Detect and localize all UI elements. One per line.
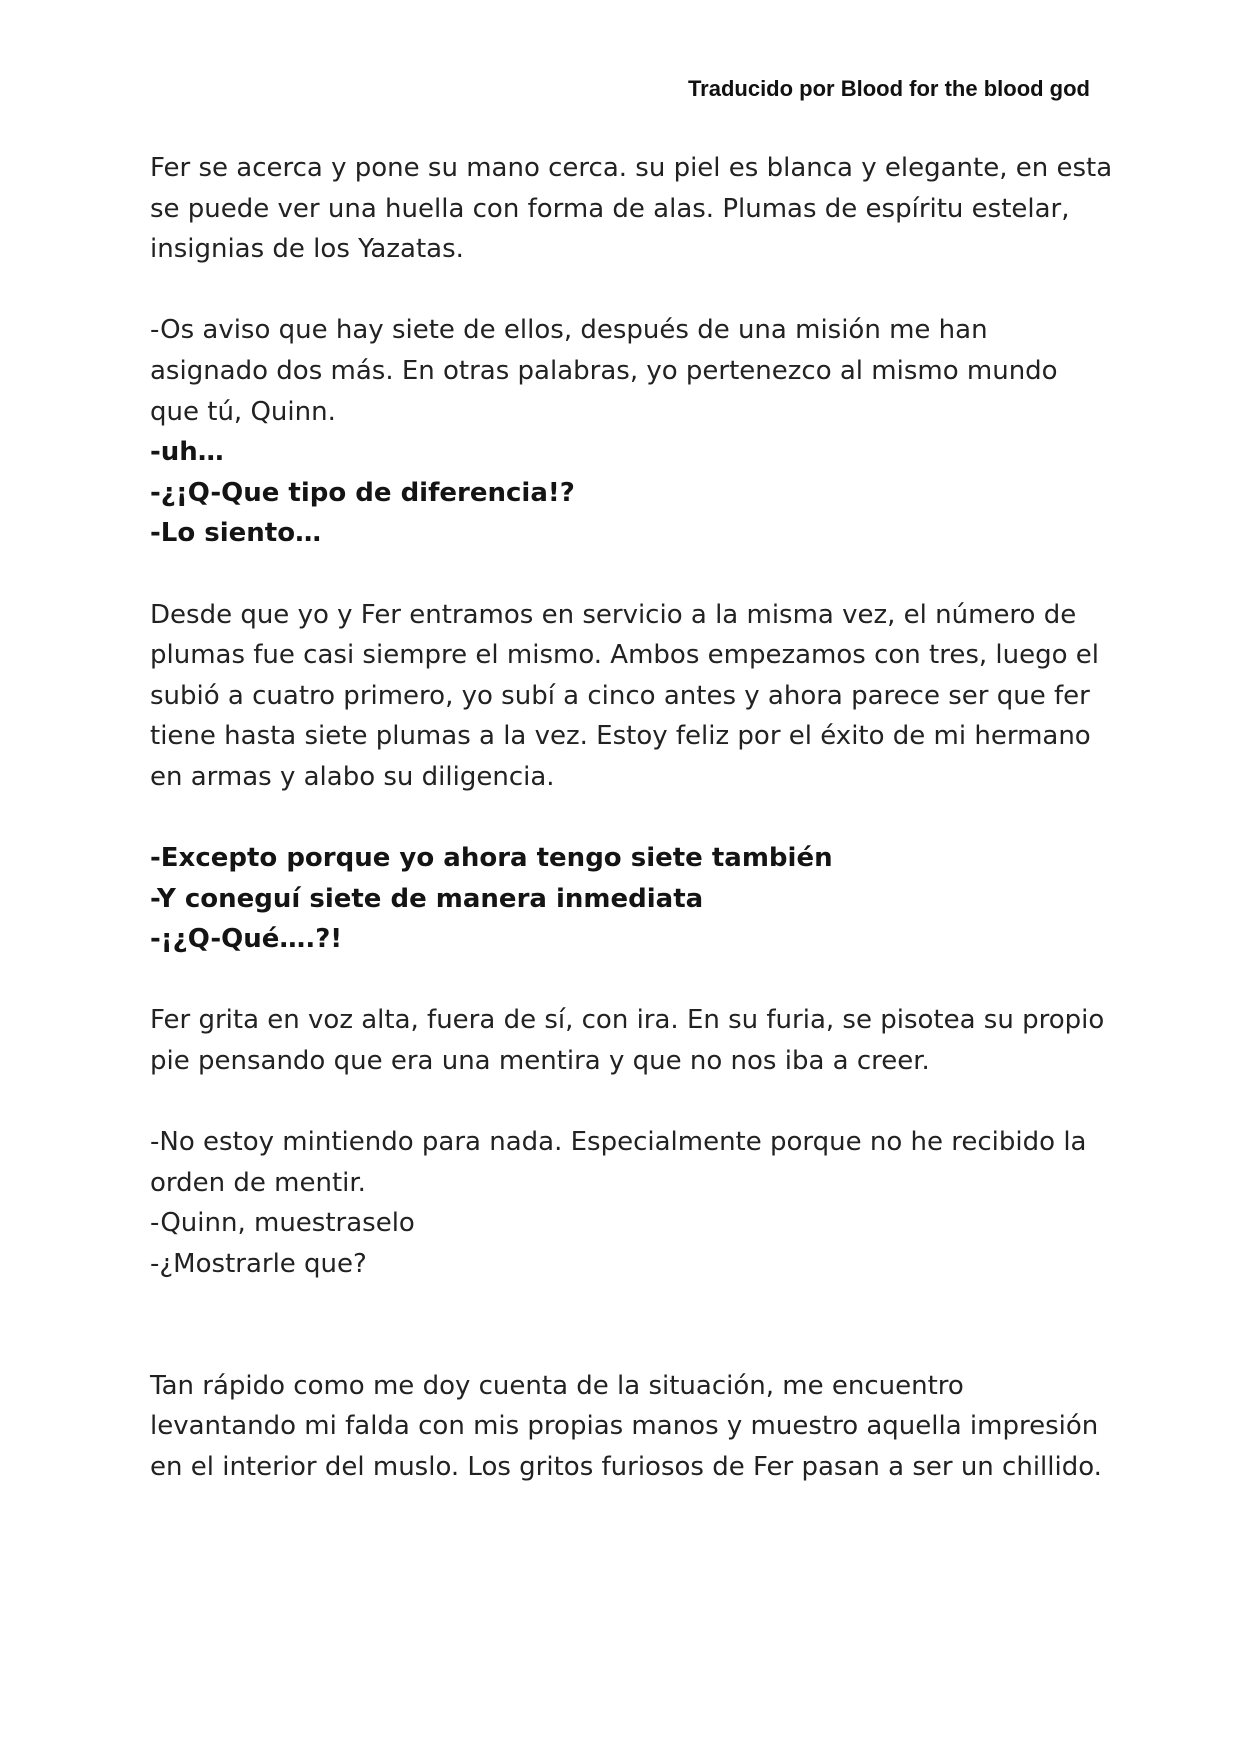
text-line: Desde que yo y Fer entramos en servicio a la misma vez, el número de bbox=[150, 599, 1077, 630]
text-line: tiene hasta siete plumas a la vez. Estoy feliz por el éxito de mi hermano bbox=[150, 721, 1091, 752]
dialogue-line-bold: -Excepto porque yo ahora tengo siete también bbox=[150, 843, 833, 874]
text-line: subió a cuatro primero, yo subí a cinco antes y ahora parece ser que fer bbox=[150, 680, 1090, 711]
story-body bbox=[150, 148, 1113, 1487]
text-line: orden de mentir. bbox=[150, 1167, 366, 1198]
paragraph-5 bbox=[150, 1000, 1105, 1081]
paragraph-1 bbox=[150, 148, 1113, 270]
paragraph-3 bbox=[150, 595, 1100, 798]
text-line: -Os aviso que hay siete de ellos, después de una misión me han bbox=[150, 315, 988, 346]
translator-credit: Traducido por Blood for the blood god bbox=[687, 76, 1090, 101]
text-line: Fer se acerca y pone su mano cerca. su piel es blanca y elegante, en esta bbox=[150, 153, 1113, 183]
text-line: insignias de los Yazatas. bbox=[150, 234, 464, 265]
paragraph-2 bbox=[150, 310, 1100, 554]
text-line: se puede ver una huella con forma de alas. Plumas de espíritu estelar, bbox=[150, 193, 1070, 224]
text-line: -Quinn, muestraselo bbox=[150, 1208, 415, 1239]
paragraph-6 bbox=[150, 1122, 1100, 1284]
text-line: -¿Mostrarle que? bbox=[150, 1249, 367, 1280]
dialogue-line-bold: -Y coneguí siete de manera inmediata bbox=[150, 883, 704, 914]
text-line: en armas y alabo su diligencia. bbox=[150, 761, 555, 792]
text-line: pie pensando que era una mentira y que no nos iba a creer. bbox=[150, 1046, 930, 1077]
text-line: en el interior del muslo. Los gritos furiosos de Fer pasan a ser un chillido. bbox=[150, 1451, 1102, 1482]
text-line: plumas fue casi siempre el mismo. Ambos empezamos con tres, luego el bbox=[150, 640, 1099, 671]
text-line: Fer grita en voz alta, fuera de sí, con ira. En su furia, se pisotea su propio bbox=[150, 1005, 1105, 1036]
dialogue-line-bold: -Lo siento… bbox=[150, 518, 322, 549]
dialogue-line-bold: -¡¿Q-Qué….?! bbox=[150, 924, 343, 955]
text-line: asignado dos más. En otras palabras, yo pertenezco al mismo mundo bbox=[150, 355, 1058, 386]
text-line: levantando mi falda con mis propias manos y muestro aquella impresión bbox=[150, 1411, 1099, 1442]
paragraph-7 bbox=[150, 1366, 1100, 1488]
dialogue-line-bold: -¿¡Q-Que tipo de diferencia!? bbox=[150, 477, 575, 508]
text-line: que tú, Quinn. bbox=[150, 396, 336, 427]
text-line: -No estoy mintiendo para nada. Especialmente porque no he recibido la bbox=[150, 1127, 1087, 1158]
dialogue-line-bold: -uh… bbox=[150, 437, 224, 468]
text-line: Tan rápido como me doy cuenta de la situación, me encuentro bbox=[150, 1370, 964, 1401]
paragraph-4 bbox=[150, 838, 1100, 960]
